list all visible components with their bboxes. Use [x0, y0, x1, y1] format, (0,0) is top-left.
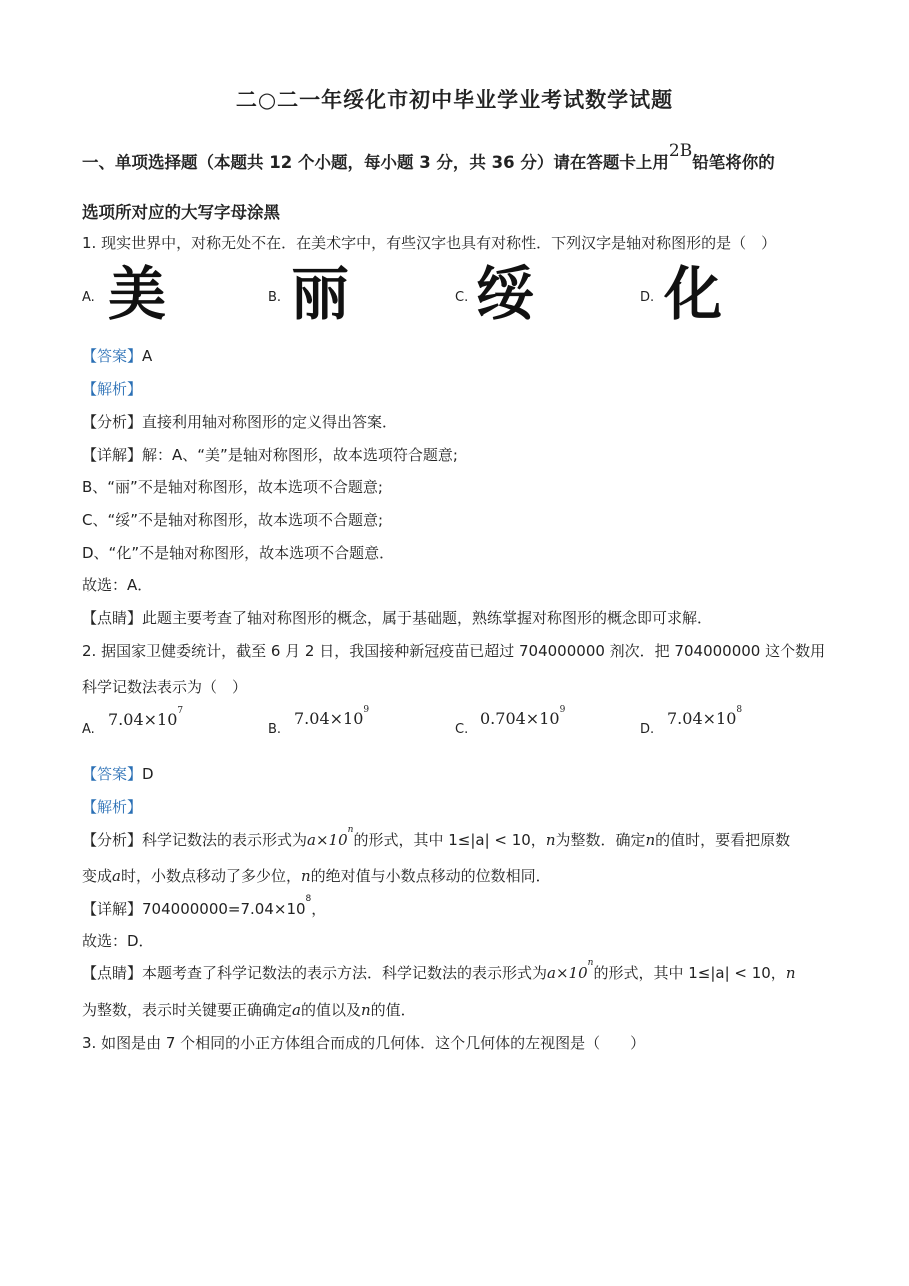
answer-value: A [142, 347, 153, 365]
fenxi2-text: 变成 [82, 867, 113, 885]
q1-choose: 故选：A． [82, 576, 153, 594]
xiangjie-end: ， [311, 900, 327, 918]
fenxi-text: 科学记数法的表示形式为 [142, 831, 308, 849]
section-heading-line1 [82, 141, 775, 173]
expr-base: 7.04×10 [108, 710, 178, 729]
expr-exp: 9 [363, 705, 370, 715]
dianjing2-var-n: n [360, 1001, 371, 1019]
fenxi-text-d: 的值时，要看把原数 [655, 831, 791, 849]
dianjing2-text-b: 的值以及 [300, 1001, 361, 1019]
q2-dianjing-line1 [82, 958, 796, 983]
dianjing2-text-c: 的值． [370, 1001, 416, 1019]
q2-option-a-letter: A. [82, 722, 95, 737]
dianjing2-text: 为整数，表示时关键要正确确定 [82, 1001, 293, 1019]
expr-exp: 8 [736, 705, 743, 715]
q2-stem-line1: 2. 据国家卫健委统计，截至 6 月 2 日，我国接种新冠疫苗已超过 704000000 剂次．把 704000000 这个数用 [82, 642, 826, 660]
dianjing-tag: 【点睛】 [82, 609, 143, 627]
q2-option-b-letter: B. [268, 722, 282, 737]
section-heading-text-b: 铅笔将你的 [692, 153, 775, 172]
q1-line-c: C、“绥”不是轴对称图形，故本选项不合题意; [82, 511, 384, 529]
dianjing-tag: 【点睛】 [82, 964, 143, 982]
section-heading-2b: 2B [668, 141, 693, 161]
fenxi-var-n: n [545, 831, 556, 849]
q2-dianjing-line2 [82, 999, 416, 1020]
dianjing-text: 此题主要考查了轴对称图形的概念，属于基础题，熟练掌握对称图形的概念即可求解． [142, 609, 713, 627]
expr-exp: 9 [559, 705, 566, 715]
q2-option-c-expr [480, 705, 566, 728]
fenxi-exp: n [347, 825, 354, 835]
fenxi-tag: 【分析】 [82, 831, 143, 849]
q1-option-c-char: 绥 [476, 260, 535, 328]
q2-xiangjie [82, 894, 327, 919]
xiangjie-tag: 【详解】 [82, 446, 143, 464]
fenxi-var-n2: n [645, 831, 656, 849]
q2-stem-line2: 科学记数法表示为（ ） [82, 678, 248, 696]
q1-line-b: B、“丽”不是轴对称图形，故本选项不合题意; [82, 478, 383, 496]
q1-option-b-letter: B. [268, 290, 282, 305]
xiangjie-exp: 8 [305, 894, 312, 904]
section-heading-text-a: 一、单项选择题（本题共 12 个小题，每小题 3 分，共 36 分）请在答题卡上用 [82, 153, 669, 172]
q3-stem: 3. 如图是由 7 个相同的小正方体组合而成的几何体．这个几何体的左视图是（ ） [82, 1034, 646, 1052]
q1-analysis-tag: 【解析】 [82, 380, 143, 398]
q1-option-a-char: 美 [108, 260, 167, 328]
q1-line-d: D、“化”不是轴对称图形，故本选项不合题意． [82, 544, 395, 562]
q2-option-b-expr [294, 705, 370, 728]
q1-answer [82, 345, 152, 366]
section-heading-line2: 选项所对应的大写字母涂黑 [82, 203, 280, 222]
q2-analysis-tag: 【解析】 [82, 798, 143, 816]
expr-base: 7.04×10 [667, 709, 737, 728]
q2-option-c-letter: C. [455, 722, 469, 737]
fenxi-expr: a×10 [307, 831, 348, 849]
expr-base: 0.704×10 [480, 709, 560, 728]
q2-option-a-expr [108, 706, 184, 729]
q2-option-d-letter: D. [640, 722, 655, 737]
page-title: 二○二一年绥化市初中毕业学业考试数学试题 [235, 88, 674, 112]
q1-fenxi [82, 411, 397, 432]
q1-dianjing [82, 607, 712, 628]
dianjing2-var-a: a [292, 1001, 301, 1019]
fenxi2-text-b: 时，小数点移动了多少位， [120, 867, 301, 885]
fenxi2-var-a: a [112, 867, 121, 885]
xiangjie-tag: 【详解】 [82, 900, 143, 918]
q1-option-c-letter: C. [455, 290, 469, 305]
fenxi2-var-n: n [300, 867, 311, 885]
q1-option-d-letter: D. [640, 290, 655, 305]
q2-answer [82, 763, 154, 784]
fenxi-text: 直接利用轴对称图形的定义得出答案． [142, 413, 398, 431]
q2-fenxi-line2 [82, 865, 551, 886]
dianjing-exp: n [587, 958, 594, 968]
fenxi-text-c: 为整数．确定 [555, 831, 646, 849]
fenxi-tag: 【分析】 [82, 413, 143, 431]
expr-base: 7.04×10 [294, 709, 364, 728]
q1-xiangjie [82, 444, 458, 465]
q2-fenxi-line1 [82, 825, 791, 850]
dianjing-text: 本题考查了科学记数法的表示方法．科学记数法的表示形式为 [142, 964, 548, 982]
xiangjie-text: 解：A、“美”是轴对称图形，故本选项符合题意; [142, 446, 458, 464]
dianjing-text-b: 的形式，其中 1≤|a| < 10， [593, 964, 786, 982]
dianjing-expr: a×10 [547, 964, 588, 982]
answer-tag: 【答案】 [82, 347, 143, 365]
expr-exp: 7 [177, 706, 184, 716]
q2-choose: 故选：D． [82, 932, 154, 950]
q2-option-d-expr [667, 705, 743, 728]
q1-stem: 1. 现实世界中，对称无处不在．在美术字中，有些汉字也具有对称性．下列汉字是轴对称图形的是（ ） [82, 234, 777, 252]
q1-option-a-letter: A. [82, 290, 95, 305]
dianjing-var-n: n [785, 964, 796, 982]
q1-option-b-char: 丽 [291, 260, 350, 328]
answer-tag: 【答案】 [82, 765, 143, 783]
fenxi-text-b: 的形式，其中 1≤|a| < 10， [353, 831, 546, 849]
xiangjie-text: 704000000=7.04×10 [142, 900, 306, 918]
fenxi2-text-c: 的绝对值与小数点移动的位数相同． [310, 867, 551, 885]
q1-option-d-char: 化 [664, 260, 723, 328]
answer-value: D [142, 765, 154, 783]
